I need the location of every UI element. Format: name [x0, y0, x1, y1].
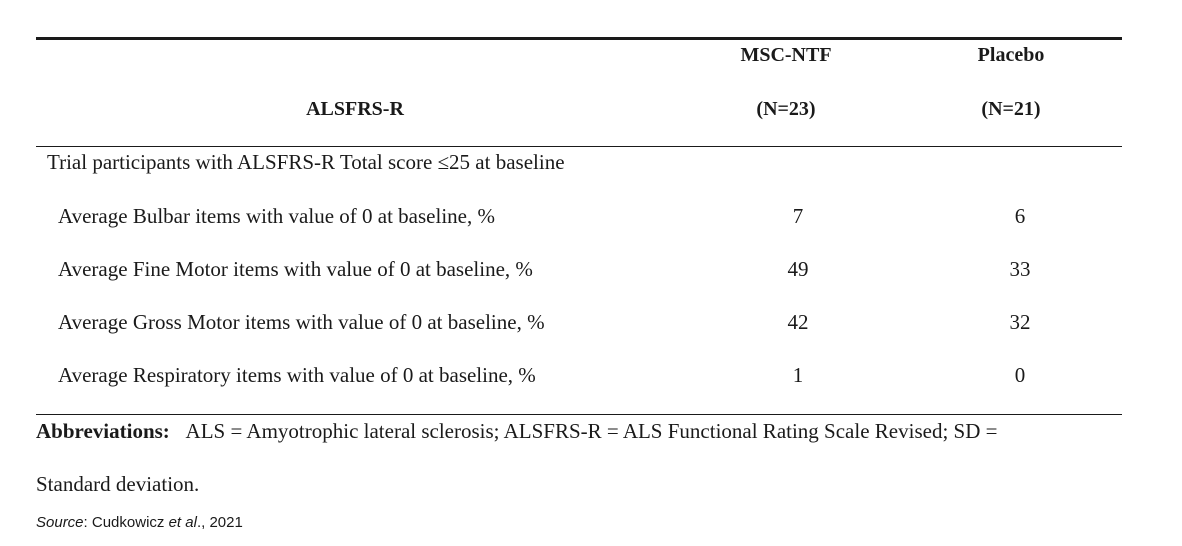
table-cell-placebo: 33: [1009, 257, 1031, 281]
abbreviations-text: ALS = Amyotrophic lateral sclerosis; ALSFRS-R = ALS Functional Rating Scale Revised; SD =: [185, 419, 998, 443]
table-top-rule: [36, 37, 1122, 40]
table-header-rule: [36, 146, 1122, 147]
table-cell-placebo: 0: [1014, 363, 1026, 387]
source-year: ., 2021: [196, 514, 243, 531]
section-label: Trial participants with ALSFRS-R Total score ≤25 at baseline: [47, 150, 565, 174]
source-authors: Cudkowicz: [91, 514, 169, 531]
column-header-placebo-n: (N=21): [981, 98, 1041, 120]
abbreviations-line-1: [36, 419, 997, 443]
abbreviations-label: Abbreviations:: [36, 419, 170, 443]
table-bottom-rule: [36, 414, 1122, 415]
table-cell-placebo: 6: [1014, 204, 1026, 228]
row-header-alsfrs: ALSFRS-R: [306, 98, 404, 120]
table-row-label: Average Respiratory items with value of 0 at baseline, %: [58, 363, 536, 387]
table-cell-msc-ntf: 1: [792, 363, 804, 387]
table-row-label: Average Bulbar items with value of 0 at baseline, %: [58, 204, 495, 228]
table-row-label: Average Gross Motor items with value of 0 at baseline, %: [58, 310, 545, 334]
source-etal: et al: [168, 514, 197, 531]
source-citation: Source: Cudkowicz et al., 2021: [36, 514, 243, 531]
column-header-msc-ntf: MSC-NTF: [740, 44, 832, 66]
table-cell-msc-ntf: 7: [792, 204, 804, 228]
table-cell-msc-ntf: 42: [787, 310, 809, 334]
column-header-msc-ntf-n: (N=23): [756, 98, 816, 120]
column-header-placebo: Placebo: [977, 44, 1045, 66]
source-label: Source: [36, 514, 84, 531]
table-row-label: Average Fine Motor items with value of 0 at baseline, %: [58, 257, 533, 281]
table-cell-msc-ntf: 49: [787, 257, 809, 281]
abbreviations-line-2: Standard deviation.: [36, 472, 200, 496]
table-cell-placebo: 32: [1009, 310, 1031, 334]
